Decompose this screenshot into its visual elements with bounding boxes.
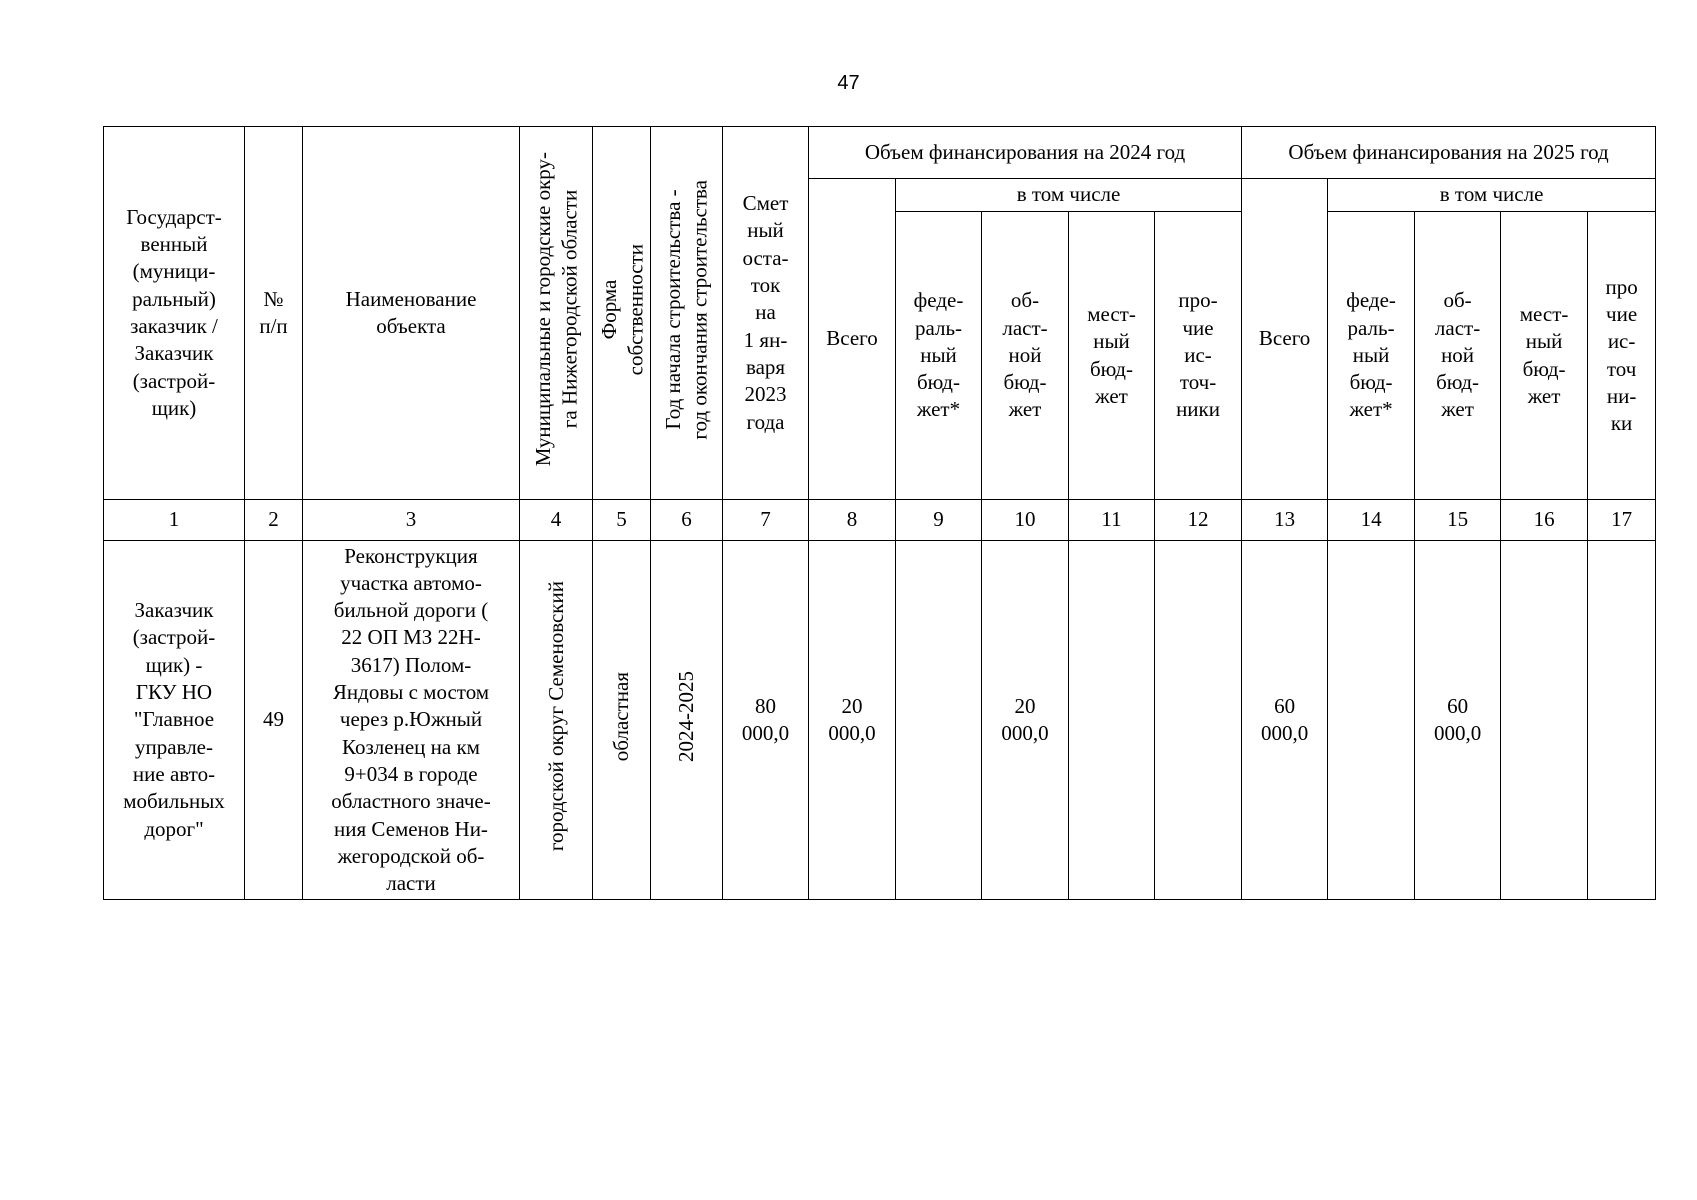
row-object-name: Реконструкция участка автомо- бильной дороги ( 22 ОП МЗ 22Н- 3617) Полом- Яндовы с мостом через р.Южный Козленец на км 9+034 в городе областного значе- ния Семенов Ни- жегородской об- ласти — [303, 541, 520, 900]
column-number: 16 — [1501, 500, 1588, 541]
column-number: 2 — [245, 500, 303, 541]
row-balance: 80 000,0 — [723, 541, 809, 900]
row-federal-2024 — [896, 541, 982, 900]
column-number: 6 — [651, 500, 723, 541]
header-ownership: Форма собственности — [593, 127, 651, 500]
row-num: 49 — [245, 541, 303, 900]
column-number: 9 — [896, 500, 982, 541]
header-customer: Государст- венный (муници- pальный) заказчик / Заказчик (застрой- щик) — [104, 127, 245, 500]
row-local-2025 — [1501, 541, 1588, 900]
column-number: 7 — [723, 500, 809, 541]
column-number-row — [104, 500, 1656, 541]
row-regional-2024: 20 000,0 — [982, 541, 1069, 900]
row-total-2025: 60 000,0 — [1242, 541, 1328, 900]
column-number: 4 — [520, 500, 593, 541]
header-federal-2025: феде- раль- ный бюд- жет* — [1328, 212, 1415, 500]
header-other-2025: про чие ис- точ ни- ки — [1588, 212, 1656, 500]
row-ownership: областная — [593, 541, 651, 900]
column-number: 10 — [982, 500, 1069, 541]
header-municipality: Муниципальные и городские окру- га Нижегородской области — [520, 127, 593, 500]
row-regional-2025: 60 000,0 — [1415, 541, 1501, 900]
column-number: 17 — [1588, 500, 1656, 541]
header-regional-2025: об- ласт- ной бюд- жет — [1415, 212, 1501, 500]
page-number: 47 — [837, 72, 860, 94]
header-total-2024: Всего — [809, 179, 896, 500]
header-other-2024: про- чие ис- точ- ники — [1155, 212, 1242, 500]
header-row-1 — [104, 127, 1656, 179]
header-federal-2024: феде- раль- ный бюд- жет* — [896, 212, 982, 500]
row-customer: Заказчик (застрой- щик) - ГКУ НО "Главное управле- ние авто- мобильных дорог" — [104, 541, 245, 900]
funding-table — [103, 126, 1656, 900]
column-number: 5 — [593, 500, 651, 541]
column-number: 3 — [303, 500, 520, 541]
row-other-2024 — [1155, 541, 1242, 900]
row-federal-2025 — [1328, 541, 1415, 900]
column-number: 14 — [1328, 500, 1415, 541]
header-including-2025: в том числе — [1328, 179, 1656, 212]
header-object-name: Наименование объекта — [303, 127, 520, 500]
row-municipality: городской округ Семеновский — [520, 541, 593, 900]
header-total-2025: Всего — [1242, 179, 1328, 500]
row-other-2025 — [1588, 541, 1656, 900]
header-including-2024: в том числе — [896, 179, 1242, 212]
header-funding-2025: Объем финансирования на 2025 год — [1242, 127, 1656, 179]
header-balance: Смет ный оста- ток на 1 ян- варя 2023 года — [723, 127, 809, 500]
column-number: 8 — [809, 500, 896, 541]
header-years: Год начала строительства - год окончания строительства — [651, 127, 723, 500]
column-number: 1 — [104, 500, 245, 541]
row-local-2024 — [1069, 541, 1155, 900]
header-regional-2024: об- ласт- ной бюд- жет — [982, 212, 1069, 500]
column-number: 11 — [1069, 500, 1155, 541]
header-local-2025: мест- ный бюд- жет — [1501, 212, 1588, 500]
column-number: 13 — [1242, 500, 1328, 541]
table-row — [104, 541, 1656, 900]
header-local-2024: мест- ный бюд- жет — [1069, 212, 1155, 500]
column-number: 15 — [1415, 500, 1501, 541]
header-funding-2024: Объем финансирования на 2024 год — [809, 127, 1242, 179]
header-num: № п/п — [245, 127, 303, 500]
row-total-2024: 20 000,0 — [809, 541, 896, 900]
row-years: 2024-2025 — [651, 541, 723, 900]
column-number: 12 — [1155, 500, 1242, 541]
